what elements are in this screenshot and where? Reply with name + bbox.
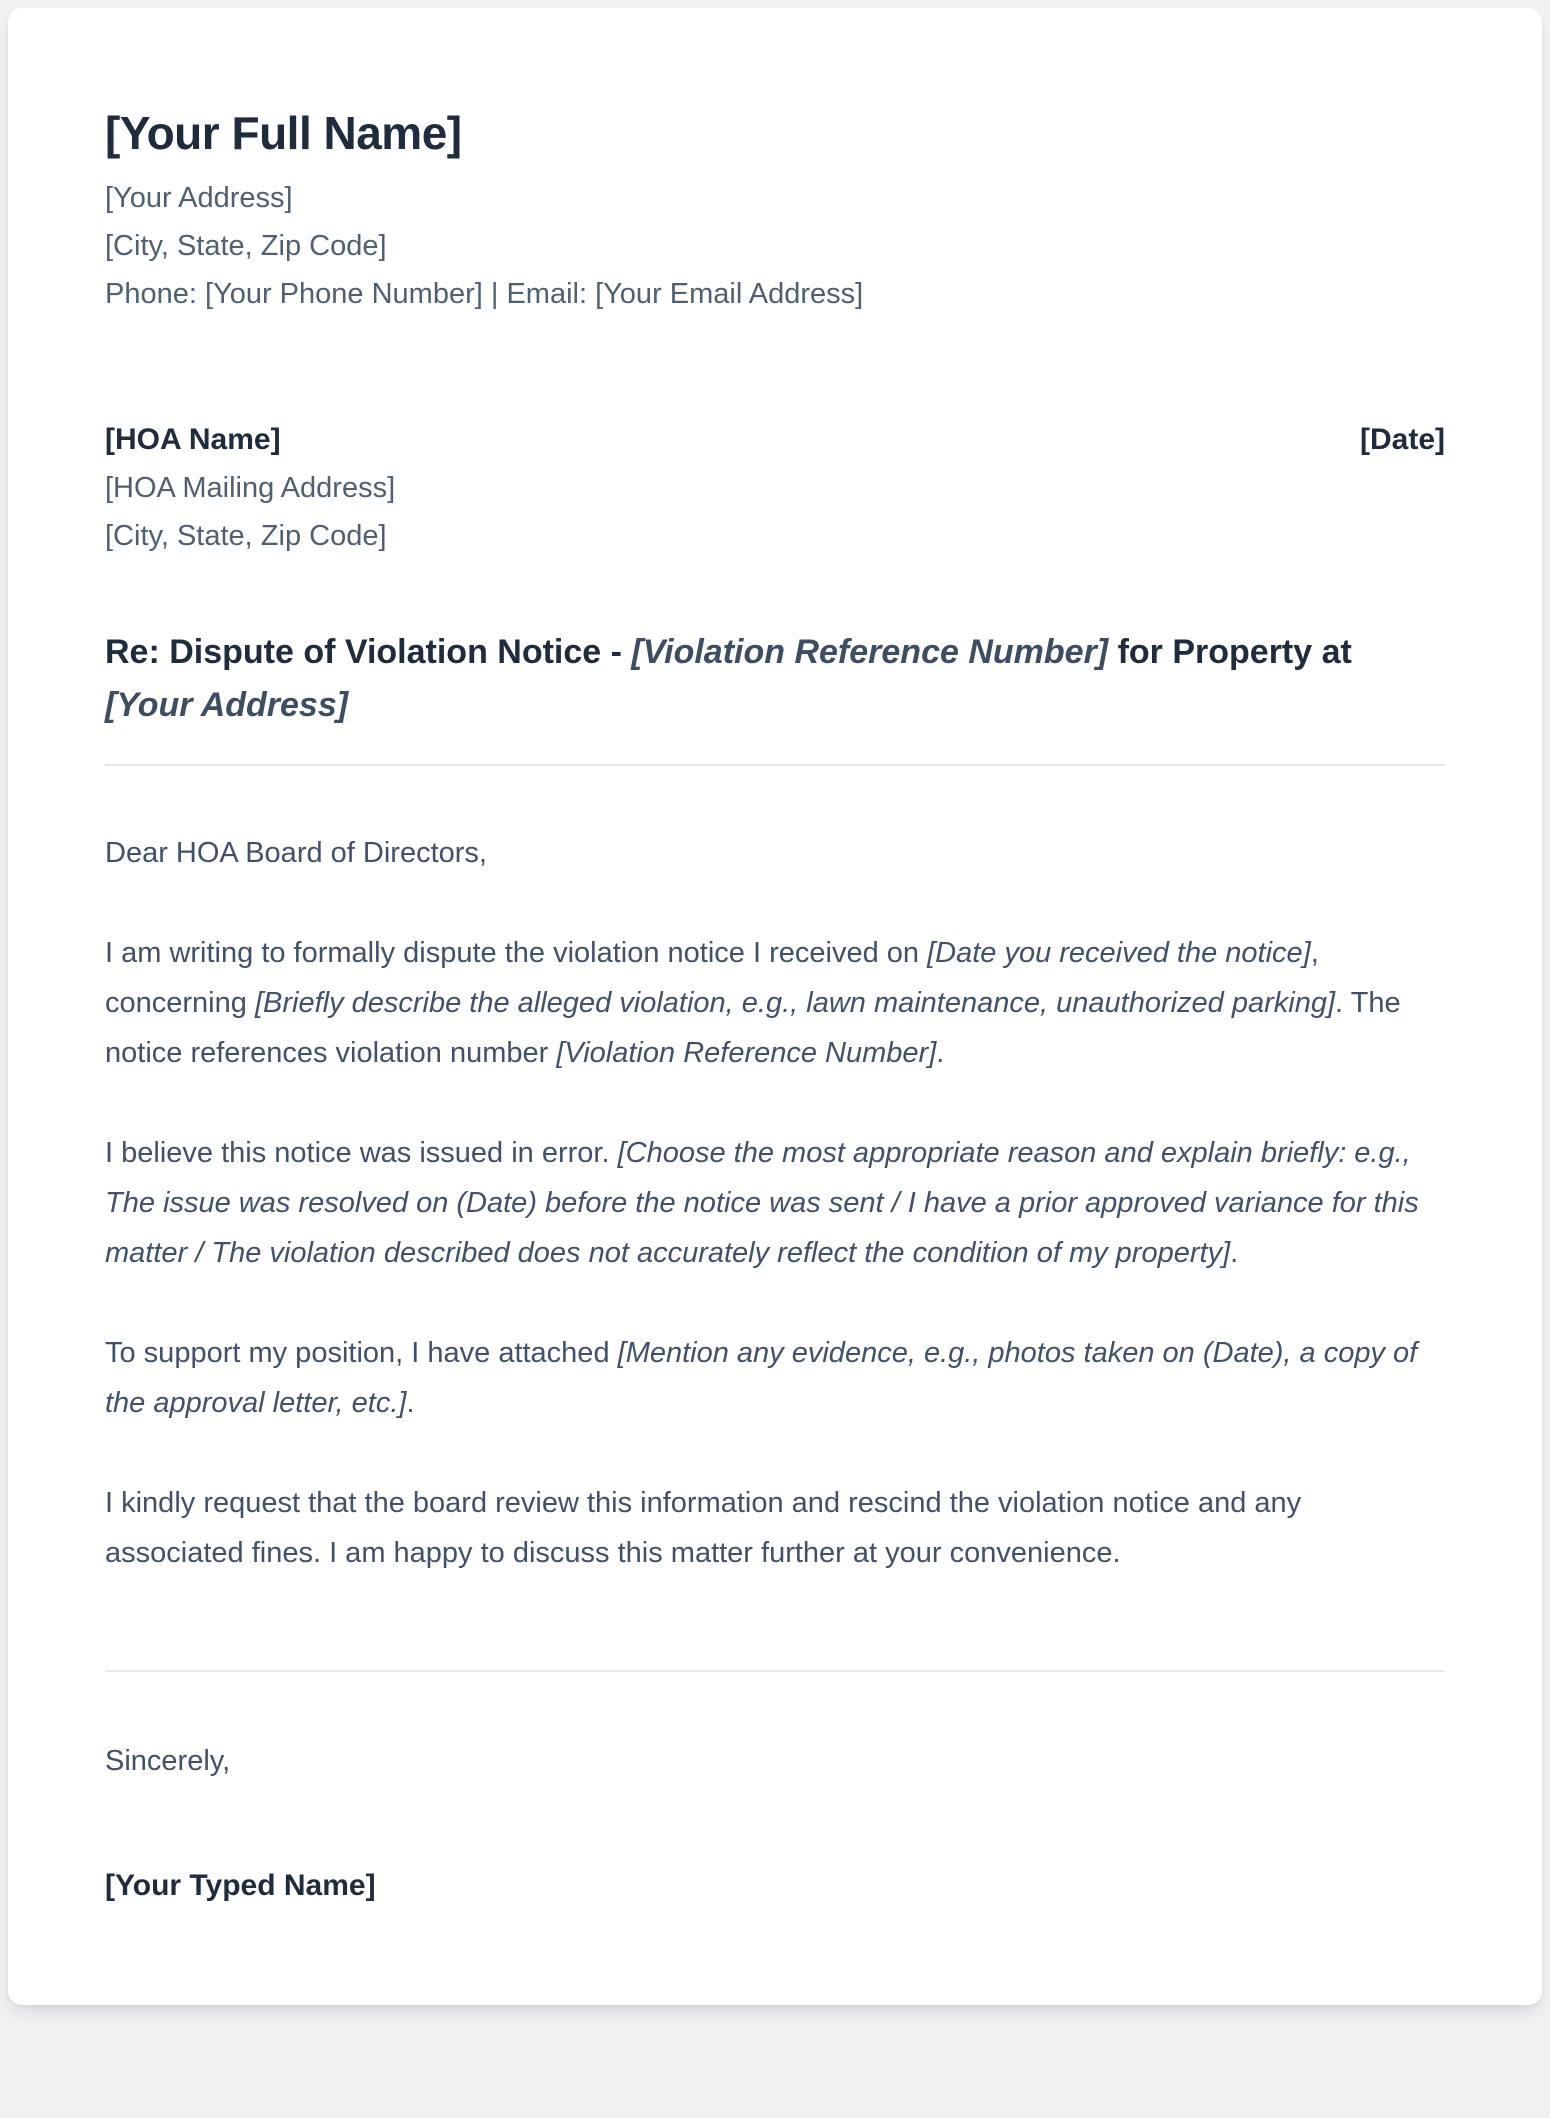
letter-document	[8, 8, 1542, 2005]
recipient-address-block	[105, 416, 395, 560]
letter-date: [Date]	[1359, 423, 1445, 456]
recipient-block	[105, 416, 1445, 560]
subject-text: for Property at	[1108, 633, 1352, 671]
subject-text: Re: Dispute of Violation Notice -	[105, 633, 632, 671]
paragraph-placeholder: [Mention any evidence, e.g., photos taken on (Date), a copy of the approval letter, etc.]	[105, 1337, 1418, 1419]
paragraph-text: I believe this notice was issued in error.	[105, 1137, 618, 1169]
sender-address-block	[105, 174, 1445, 318]
paragraph-text: .	[1230, 1237, 1239, 1269]
subject-address-placeholder: [Your Address]	[105, 686, 349, 724]
subject-violation-reference-placeholder: [Violation Reference Number]	[631, 633, 1109, 671]
paragraph-text: , concerning	[105, 937, 1319, 1019]
greeting: Dear HOA Board of Directors,	[105, 837, 487, 869]
body-paragraph-1	[105, 928, 1445, 1078]
paragraph-text: I kindly request that the board review this information and rescind the violation notice and any associated fines. I am happy to discuss this matter further at your convenience.	[105, 1487, 1302, 1569]
recipient-name: [HOA Name]	[105, 423, 281, 456]
paragraph-text: To support my position, I have attached	[105, 1337, 618, 1369]
paragraph-text: .	[936, 1037, 945, 1069]
body-paragraph-2	[105, 1128, 1445, 1278]
paragraph-placeholder: [Violation Reference Number]	[556, 1037, 937, 1069]
sender-address-line-1: [Your Address]	[105, 182, 293, 214]
paragraph-placeholder: [Date you received the notice]	[927, 937, 1311, 969]
divider	[105, 764, 1445, 766]
paragraph-text: .	[406, 1387, 415, 1419]
paragraph-text: I am writing to formally dispute the violation notice I received on	[105, 937, 928, 969]
letter-body	[105, 828, 1445, 1578]
sender-contact-line: Phone: [Your Phone Number] | Email: [Your Email Address]	[105, 278, 864, 310]
divider	[105, 1670, 1445, 1672]
paragraph-placeholder: [Briefly describe the alleged violation, e.g., lawn maintenance, unauthorized parking]	[254, 987, 1336, 1019]
body-paragraph-3	[105, 1328, 1445, 1428]
paragraph-text: . The notice references violation number	[105, 987, 1401, 1069]
sender-address-line-2: [City, State, Zip Code]	[105, 230, 387, 262]
closing: Sincerely,	[105, 1745, 231, 1777]
subject-line	[105, 626, 1445, 732]
recipient-address-line-2: [City, State, Zip Code]	[105, 520, 387, 552]
signature-name: [Your Typed Name]	[105, 1869, 376, 1902]
body-paragraph-4	[105, 1478, 1445, 1578]
sender-name: [Your Full Name]	[105, 107, 462, 159]
recipient-address-line-1: [HOA Mailing Address]	[105, 472, 396, 504]
paragraph-placeholder: [Choose the most appropriate reason and explain briefly: e.g., The issue was resolved on (Date) before the notice was sent / I have a prior approved variance for this matter / The violation described does not accurately reflect the condition of my property]	[105, 1137, 1419, 1269]
